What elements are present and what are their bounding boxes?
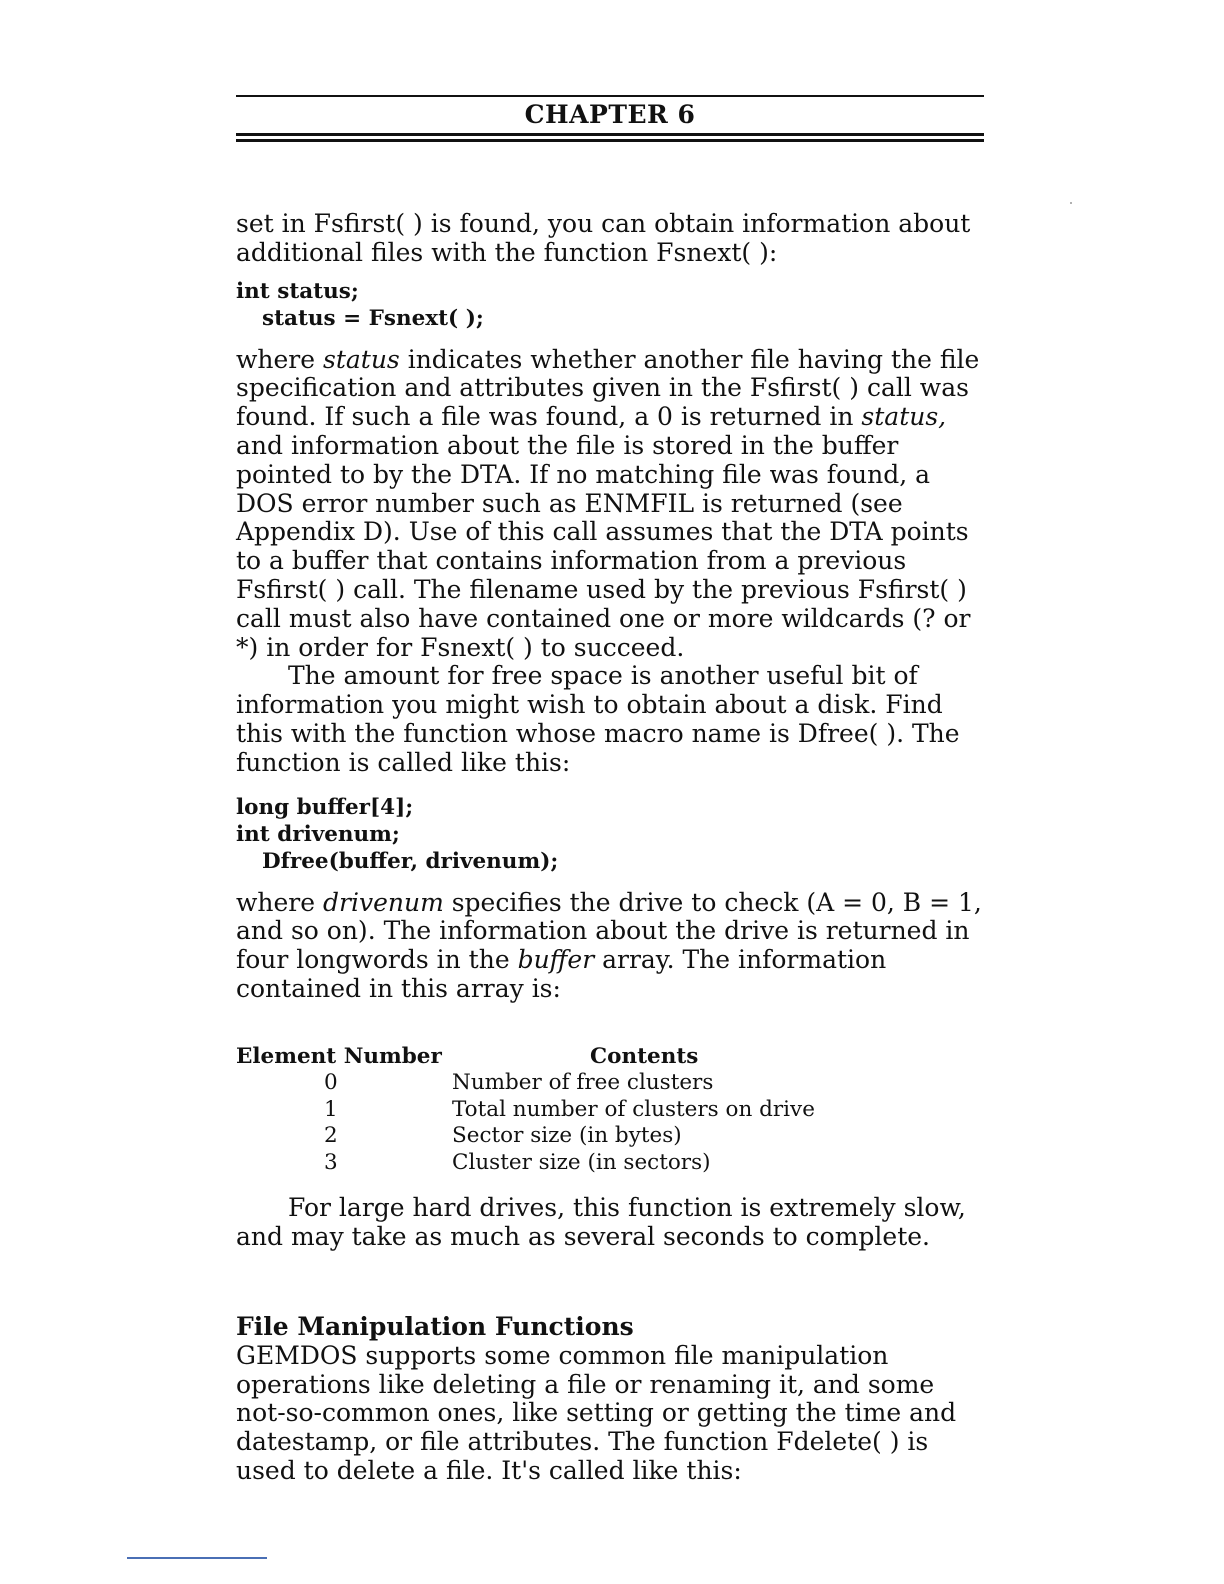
scan-speck	[1070, 202, 1072, 204]
code-line: int status;	[236, 278, 359, 304]
table-cell: Total number of clusters on drive	[452, 1096, 815, 1122]
table-header-cell: Element Number	[236, 1043, 442, 1069]
paragraph: GEMDOS supports some common file manipulation operations like deleting a file or renaming it, and some not-so-common ones, like setting or getting the time and datestamp, or file attributes. The function Fdelete( ) is used to delete a file. It's called like this:	[236, 1340, 957, 1486]
paragraph: set in Fsfirst( ) is found, you can obtain information about additional files with the function Fsnext( ):	[236, 209, 971, 267]
section-heading: File Manipulation Functions	[236, 1311, 634, 1341]
table-row	[236, 1097, 984, 1124]
paragraph	[236, 889, 984, 1004]
italic-term: buffer	[517, 945, 595, 975]
table-row	[236, 1150, 984, 1177]
table-cell: 1	[324, 1096, 338, 1122]
code-block-fsnext	[236, 278, 984, 332]
text-run: and information about the file is stored in the buffer pointed to by the DTA. If no matching file was found, a DOS error number such as ENMFIL is returned (see Appendix D). Use of this call assumes that the DTA points to a buffer that contains information from a previous Fsfirst( ) call. The filename used by the previous Fsfirst( ) call must also have contained one or more wildcards (? or *) in order for Fsnext( ) to succeed.	[236, 430, 971, 662]
table-cell: 3	[324, 1149, 338, 1175]
text-run: specifies the drive to check (A = 0, B = 1, and so on). The information about the drive is returned in four longwords in the	[236, 887, 982, 975]
table-row	[236, 1123, 984, 1150]
header-double-rule	[236, 133, 984, 136]
text-run: where	[236, 344, 323, 374]
table-cell: Number of free clusters	[452, 1070, 714, 1096]
text-run: indicates whether another file having the file specification and attributes given in the Fsfirst( ) call was found. If such a file was found, a 0 is returned in	[236, 344, 980, 432]
code-block-dfree	[236, 794, 984, 875]
book-page	[236, 95, 984, 1486]
code-line: long buffer[4];	[236, 794, 414, 820]
table-cell: 2	[324, 1123, 338, 1149]
italic-term: status,	[861, 402, 947, 432]
code-line: int drivenum;	[236, 821, 400, 847]
header-double-rule	[236, 139, 984, 142]
table-cell: Sector size (in bytes)	[452, 1123, 682, 1149]
table-header-cell: Contents	[590, 1043, 699, 1069]
italic-term: status	[323, 344, 400, 374]
code-line: Dfree(buffer, drivenum);	[262, 848, 559, 874]
text-run: array. The information contained in this array is:	[236, 945, 887, 1003]
code-line: status = Fsnext( );	[262, 305, 484, 331]
paragraph: For large hard drives, this function is extremely slow, and may take as much as several seconds to complete.	[236, 1193, 966, 1252]
text-run: where	[236, 887, 323, 917]
footer-mark	[127, 1557, 267, 1559]
table-header	[236, 1044, 984, 1071]
table-cell: 0	[324, 1070, 338, 1096]
table-row	[236, 1070, 984, 1097]
dfree-buffer-table	[236, 1044, 984, 1177]
paragraph	[236, 346, 984, 663]
paragraph: The amount for free space is another useful bit of information you might wish to obtain about a disk. Find this with the function whose macro name is Dfree( ). The function is called like this:	[236, 661, 960, 777]
chapter-title: CHAPTER 6	[524, 100, 696, 129]
table-cell: Cluster size (in sectors)	[452, 1149, 711, 1175]
italic-term: drivenum	[323, 887, 444, 917]
